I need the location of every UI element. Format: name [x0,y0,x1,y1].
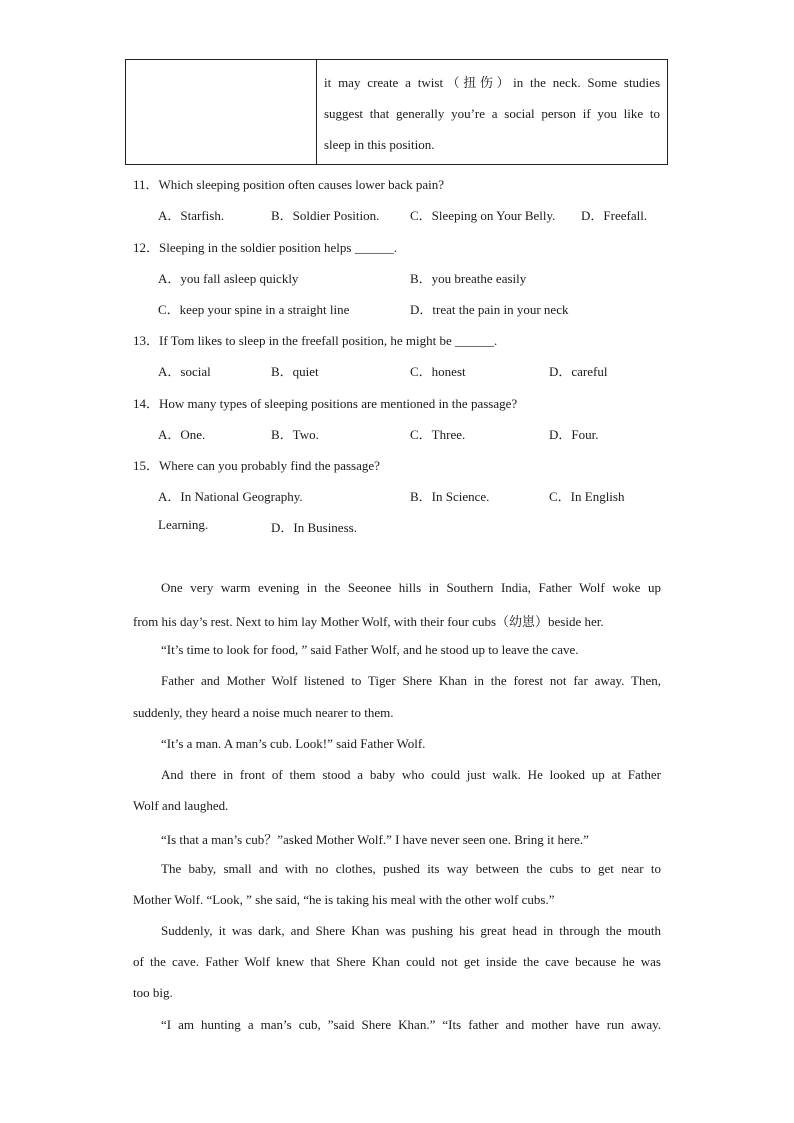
question-11-stem: 11．Which sleeping position often causes lower back pain? [133,177,445,192]
question-14-option-a[interactable]: A．One. [158,427,206,442]
question-14-option-b[interactable]: B．Two. [271,427,319,442]
question-12-option-b[interactable]: B．you breathe easily [410,271,527,286]
table-line: suggest that generally you’re a social person if you like to [324,106,660,121]
passage-line: Wolf and laughed. [133,798,229,813]
question-14-option-c[interactable]: C．Three. [410,427,466,442]
passage-line: “It’s time to look for food, ” said Father Wolf, and he stood up to leave the cave. [161,642,579,657]
question-11-option-a[interactable]: A．Starfish. [158,208,225,223]
question-15-stem: 15．Where can you probably find the passage? [133,458,380,473]
passage-line: One very warm evening in the Seeonee hills in Southern India, Father Wolf woke up [161,580,661,595]
question-13-option-b[interactable]: B．quiet [271,364,319,379]
question-12-stem: 12．Sleeping in the soldier position helps ______. [133,240,397,255]
passage-line: “Is that a man’s cub？”asked Mother Wolf.” I have never seen one. Bring it here.” [161,832,589,847]
passage-line: Suddenly, it was dark, and Shere Khan was pushing his great head in through the mouth [161,923,661,938]
question-15-option-c-continued[interactable]: Learning. [158,517,209,532]
question-15-option-d[interactable]: D．In Business. [271,520,357,535]
question-13-option-d[interactable]: D．careful [549,364,608,379]
question-11-option-c[interactable]: C．Sleeping on Your Belly. [410,208,556,223]
passage-line: The baby, small and with no clothes, pushed its way between the cubs to get near to [161,861,661,876]
table-line: sleep in this position. [324,137,435,152]
question-15-option-b[interactable]: B．In Science. [410,489,490,504]
question-15-option-a[interactable]: A．In National Geography. [158,489,303,504]
table-cell-empty [126,60,317,164]
question-12-option-d[interactable]: D．treat the pain in your neck [410,302,569,317]
question-11-option-d[interactable]: D．Freefall. [581,208,648,223]
question-12-option-a[interactable]: A．you fall asleep quickly [158,271,299,286]
passage-line: “I am hunting a man’s cub, ”said Shere Khan.” “Its father and mother have run away. [161,1017,661,1032]
question-13-stem: 13．If Tom likes to sleep in the freefall position, he might be ______. [133,333,498,348]
question-11-option-b[interactable]: B．Soldier Position. [271,208,380,223]
question-15-option-c[interactable]: C．In English [549,489,625,504]
table-line: it may create a twist（扭伤）in the neck. Some studies [324,75,660,90]
table-cell-description [317,60,667,164]
passage-line: And there in front of them stood a baby who could just walk. He looked up at Father [161,767,661,782]
passage-line: of the cave. Father Wolf knew that Shere Khan could not get inside the cave because he was [133,954,661,969]
passage-line: Mother Wolf. “Look, ” she said, “he is taking his meal with the other wolf cubs.” [133,892,555,907]
question-14-stem: 14．How many types of sleeping positions are mentioned in the passage? [133,396,518,411]
passage-line: from his day’s rest. Next to him lay Mother Wolf, with their four cubs（幼崽）beside her. [133,614,604,629]
question-13-option-a[interactable]: A．social [158,364,211,379]
sleep-position-table-fragment [125,59,668,165]
question-13-option-c[interactable]: C．honest [410,364,466,379]
passage-line: suddenly, they heard a noise much nearer to them. [133,705,394,720]
passage-line: too big. [133,985,173,1000]
passage-line: “It’s a man. A man’s cub. Look!” said Father Wolf. [161,736,426,751]
question-12-option-c[interactable]: C．keep your spine in a straight line [158,302,350,317]
question-14-option-d[interactable]: D．Four. [549,427,599,442]
passage-line: Father and Mother Wolf listened to Tiger Shere Khan in the forest not far away. Then, [161,673,661,688]
